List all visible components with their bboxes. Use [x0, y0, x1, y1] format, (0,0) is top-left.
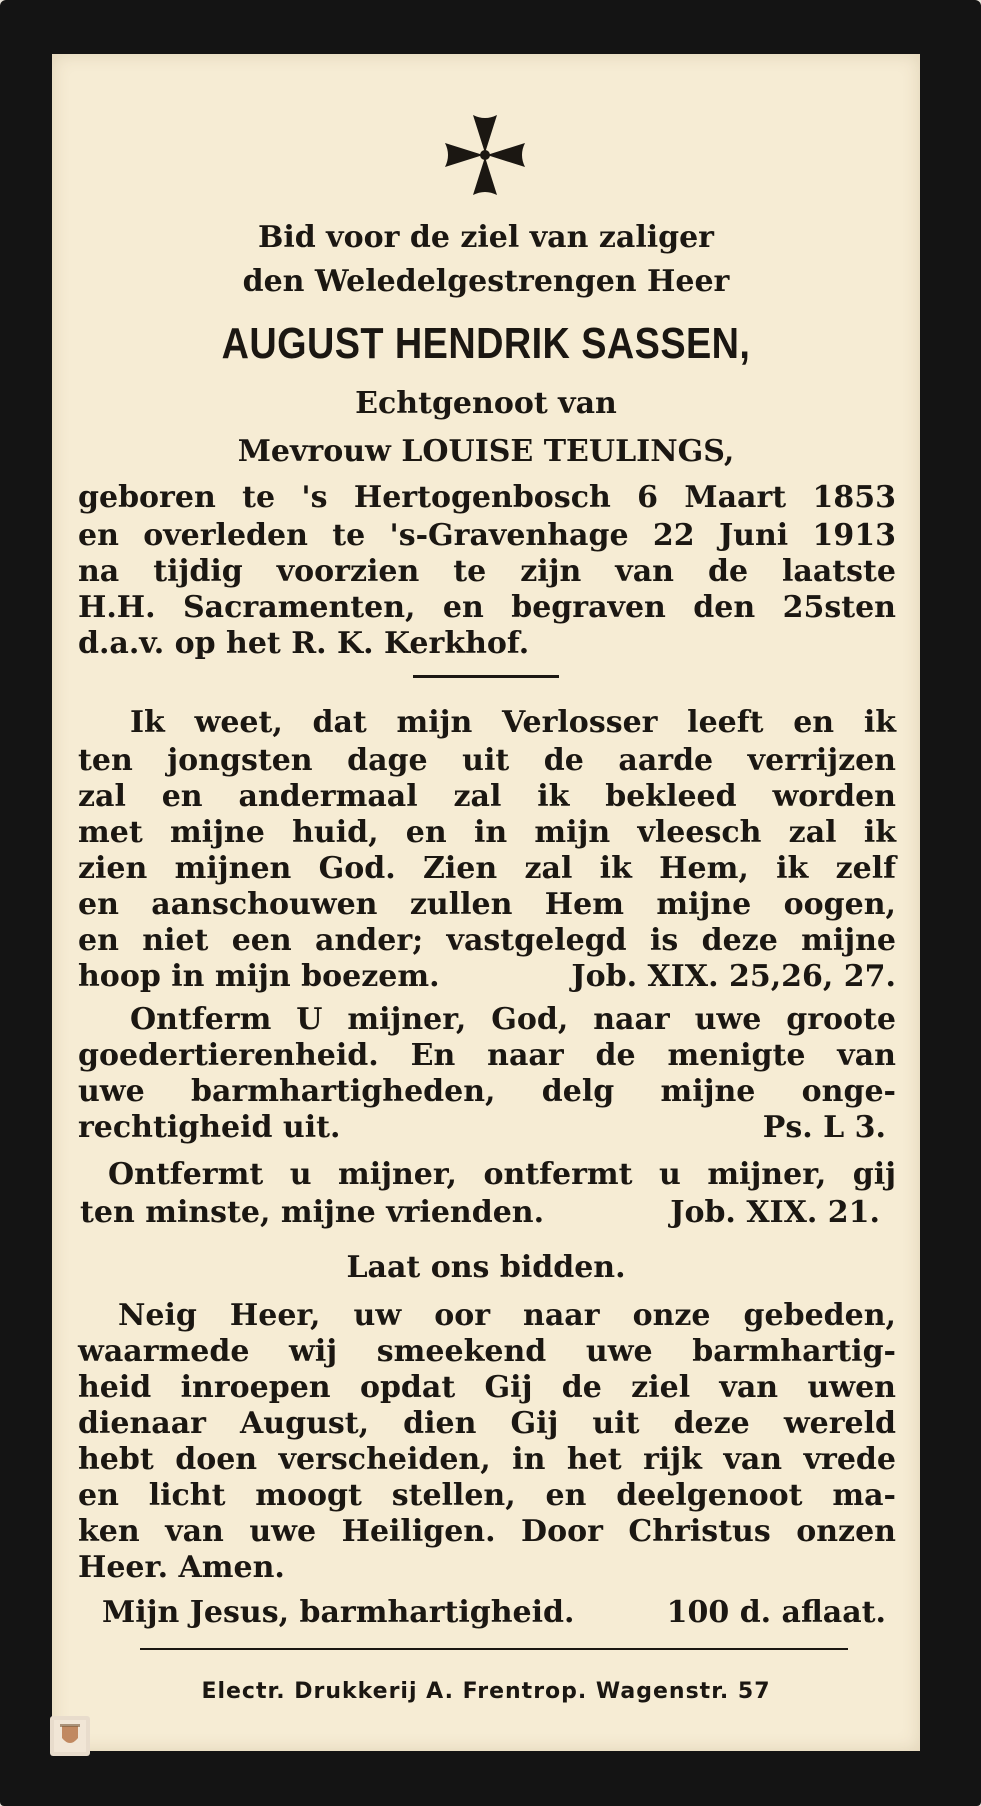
- verse-last-row: [78, 1110, 886, 1146]
- divider-short: [413, 675, 559, 678]
- verse-last-row: [80, 1195, 880, 1231]
- deceased-name: AUGUST HENDRIK SASSEN,: [221, 319, 751, 368]
- prayer-line: hebt doen verscheiden, in het rijk van vrede: [78, 1442, 896, 1477]
- verse-line: ten minste, mijne vrienden.: [80, 1195, 545, 1230]
- verse-line: met mijne huid, en in mijn vleesch zal ik: [78, 815, 896, 850]
- bio-line: en overleden te 's-Gravenhage 22 Juni 1913: [78, 518, 896, 553]
- prayer-line: heid inroepen opdat Gij de ziel van uwen: [78, 1370, 896, 1405]
- coat-of-arms-icon: [50, 1716, 90, 1756]
- archive-stamp: [50, 1716, 90, 1756]
- bio-line: H.H. Sacramenten, en begraven den 25sten: [78, 590, 896, 625]
- prayer-heading: Laat ons bidden.: [346, 1250, 626, 1285]
- bio-line: geboren te 's Hertogenbosch 6 Maart 1853: [78, 480, 896, 515]
- bio-line: na tijdig voorzien te zijn van de laatste: [78, 554, 896, 589]
- title-line: den Weledelgestrengen Heer: [242, 264, 730, 299]
- bio-line: d.a.v. op het R. K. Kerkhof.: [78, 626, 530, 661]
- verse-line: goedertierenheid. En naar de menigte van: [78, 1038, 896, 1073]
- closing-row: [102, 1595, 886, 1631]
- scripture-reference: Job. XIX. 21.: [670, 1195, 880, 1230]
- verse-line: Ik weet, dat mijn Verlosser leeft en ik: [130, 705, 896, 740]
- invocation-line: Bid voor de ziel van zaliger: [257, 220, 714, 255]
- verse-line: zien mijnen God. Zien zal ik Hem, ik zelf: [78, 851, 896, 886]
- verse-line: en niet een ander; vastgelegd is deze mijne: [78, 923, 896, 958]
- verse-line: uwe barmhartigheden, delg mijne onge-: [78, 1074, 896, 1109]
- scripture-reference: Job. XIX. 25,26, 27.: [571, 959, 896, 994]
- spouse-intro: Echtgenoot van: [355, 386, 617, 421]
- prayer-line: waarmede wij smeekend uwe barmhartig-: [78, 1334, 896, 1369]
- verse-line: hoop in mijn boezem.: [78, 959, 440, 994]
- printer-imprint: Electr. Drukkerij A. Frentrop. Wagenstr. 57: [201, 1679, 771, 1704]
- scripture-reference: Ps. L 3.: [762, 1110, 886, 1145]
- spouse-name: Mevrouw LOUISE TEULINGS,: [237, 434, 735, 469]
- cross-pattee-icon: [443, 113, 527, 197]
- verse-line: Ontfermt u mijner, ontfermt u mijner, gij: [108, 1157, 896, 1192]
- prayer-line: Heer. Amen.: [78, 1550, 285, 1585]
- prayer-line: en licht moogt stellen, en deelgenoot ma-: [78, 1478, 896, 1513]
- prayer-line: Neig Heer, uw oor naar onze gebeden,: [118, 1298, 896, 1333]
- verse-line: ten jongsten dage uit de aarde verrijzen: [78, 743, 896, 778]
- verse-line: Ontferm U mijner, God, naar uwe groote: [130, 1002, 896, 1037]
- closing-aspiration: Mijn Jesus, barmhartigheid.: [102, 1595, 575, 1630]
- indulgence-note: 100 d. aflaat.: [666, 1595, 886, 1630]
- verse-line: zal en andermaal zal ik bekleed worden: [78, 779, 896, 814]
- verse-line: rechtigheid uit.: [78, 1110, 341, 1145]
- prayer-line: dienaar August, dien Gij uit deze wereld: [78, 1406, 896, 1441]
- verse-last-row: [78, 959, 896, 995]
- verse-line: en aanschouwen zullen Hem mijne oogen,: [78, 887, 896, 922]
- prayer-line: ken van uwe Heiligen. Door Christus onzen: [78, 1514, 896, 1549]
- divider-long: [140, 1648, 848, 1650]
